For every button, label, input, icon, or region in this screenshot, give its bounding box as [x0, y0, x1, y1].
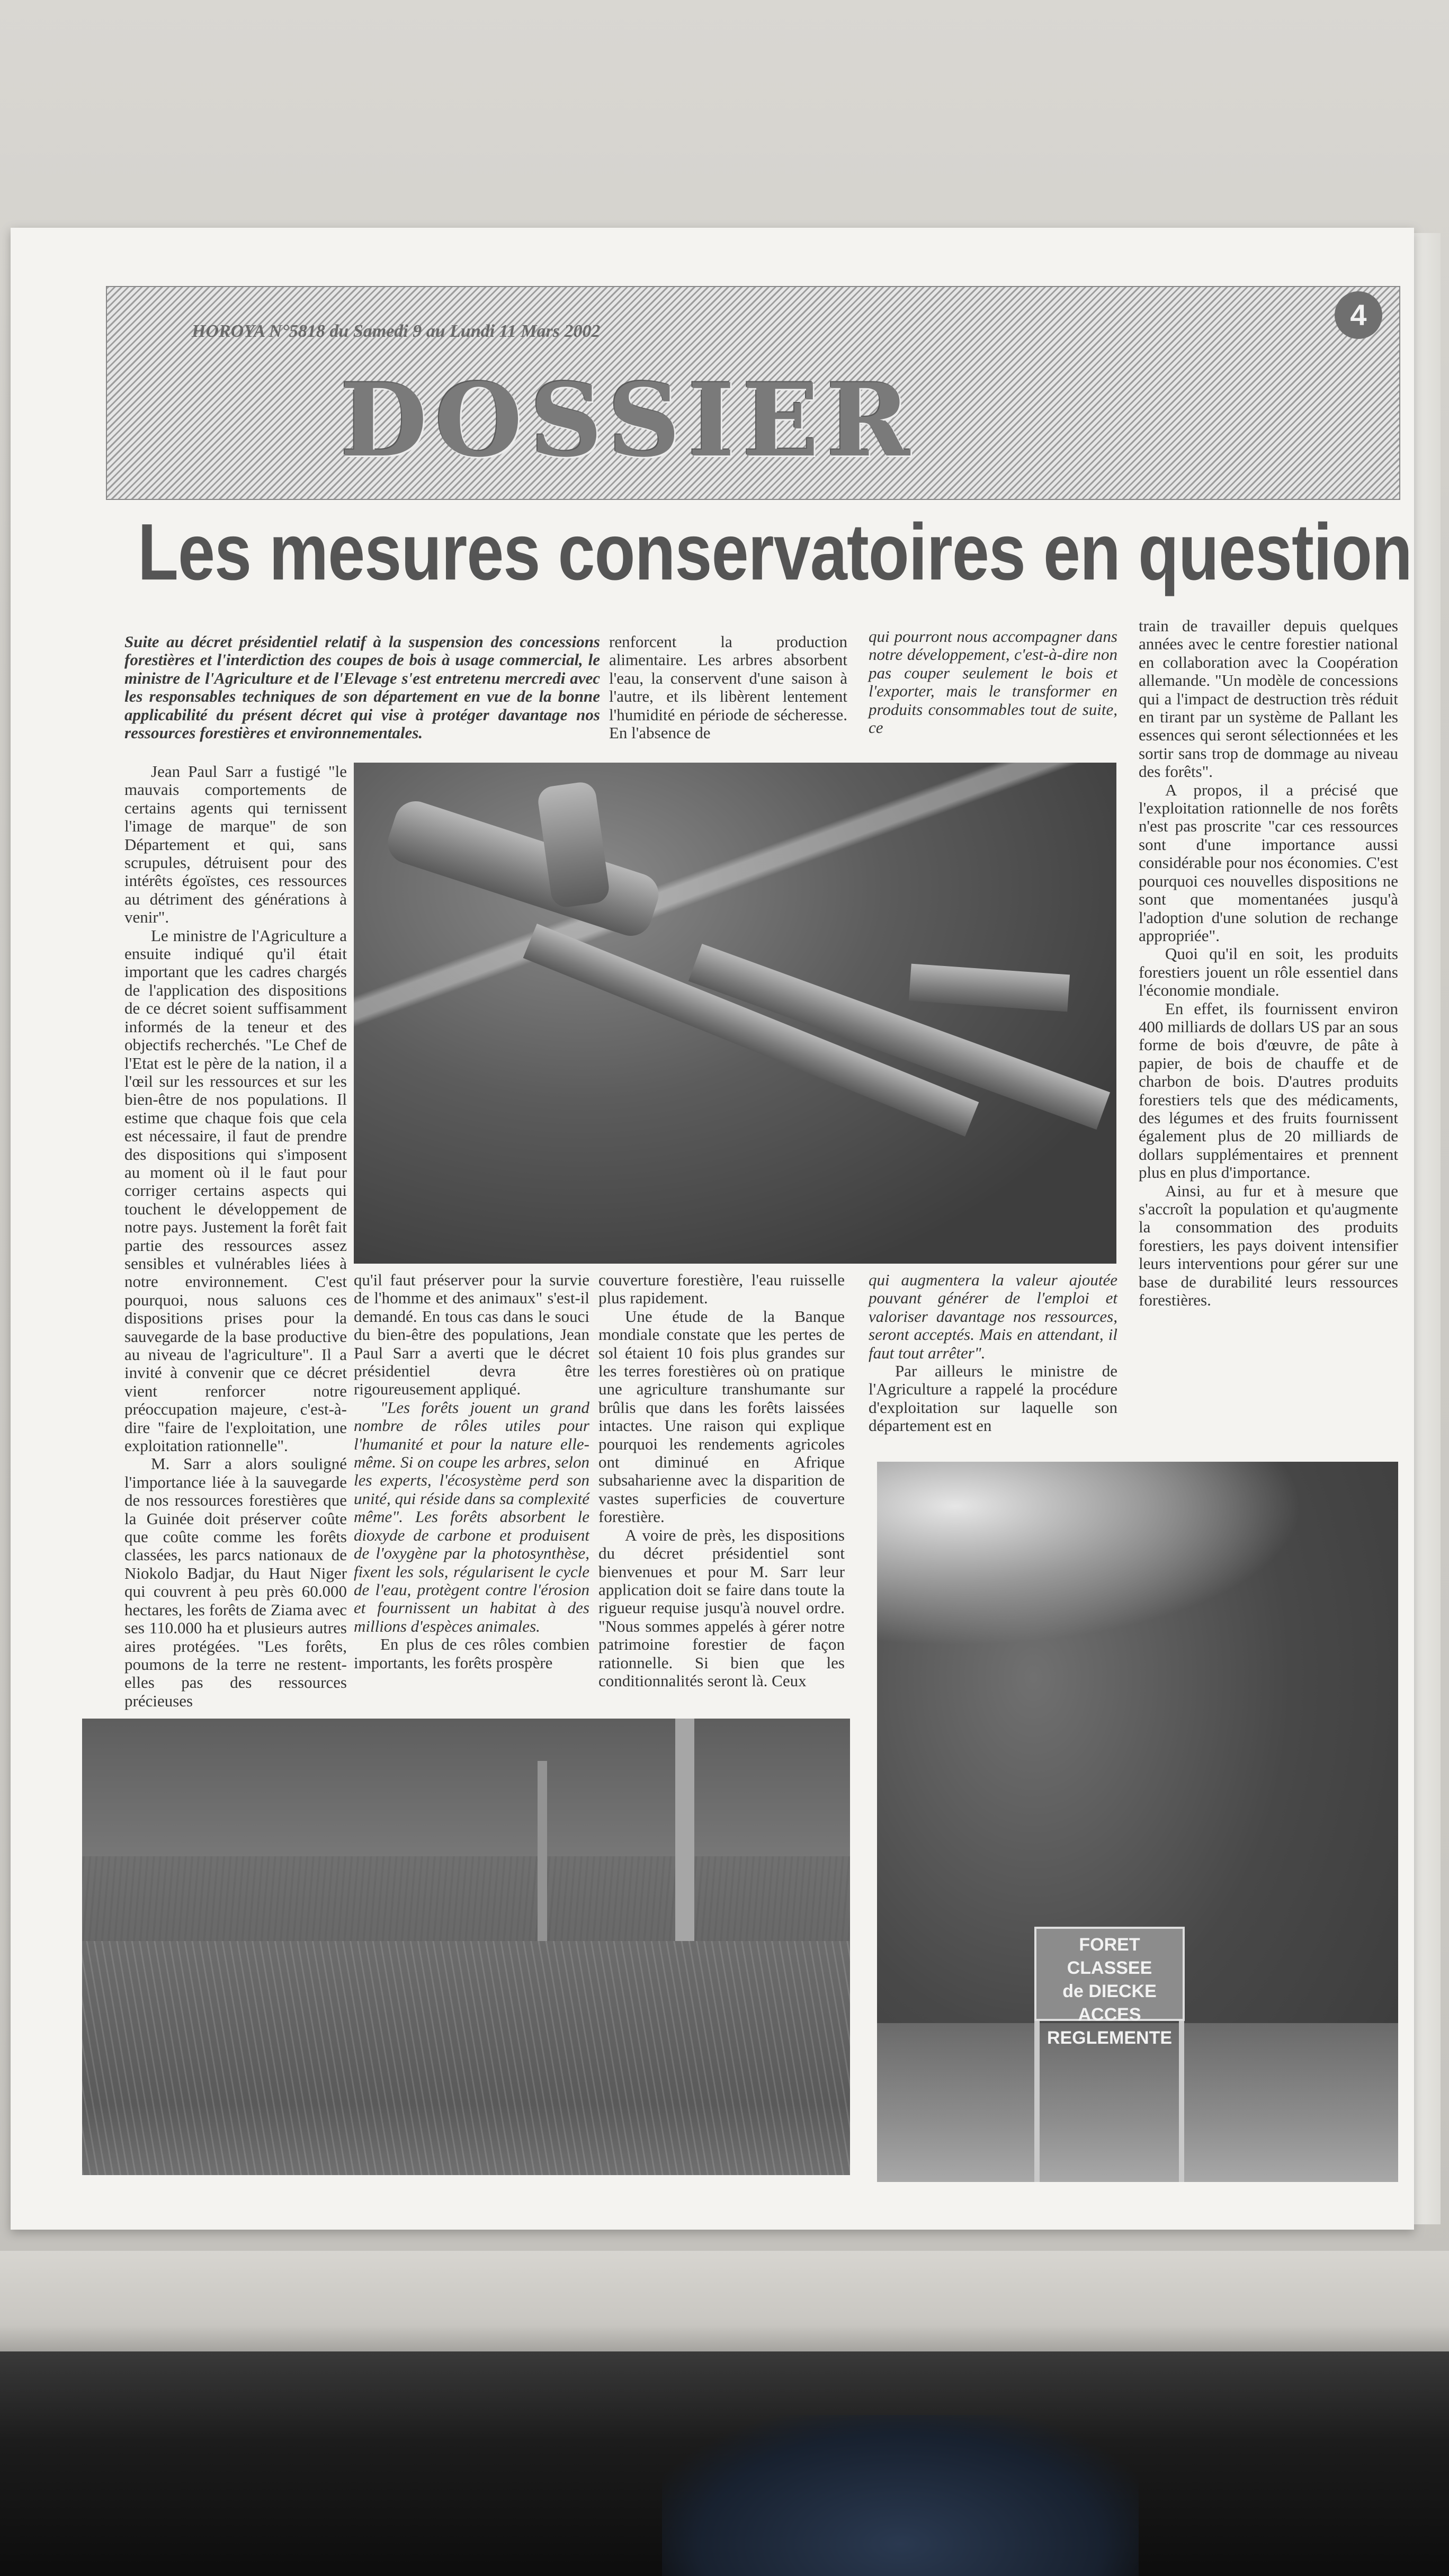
column-1	[124, 633, 600, 742]
paragraph: Quoi qu'il en soit, les produits forestiers jouent un rôle essentiel dans l'économie mondiale.	[1139, 944, 1398, 1000]
column-5	[1139, 617, 1398, 1309]
paragraph: En plus de ces rôles combien importants, les forêts prospère	[354, 1635, 589, 1672]
log-shape	[382, 796, 664, 942]
column-2-body	[354, 1271, 589, 1672]
forest-sign-board	[1034, 1927, 1185, 2048]
paragraph: Par ailleurs le ministre de l'Agriculture a rappelé la procédure d'exploitation sur laquelle son département est en	[869, 1362, 1117, 1435]
paragraph: couverture forestière, l'eau ruisselle plus rapidement.	[598, 1271, 845, 1308]
paper-underlay	[1414, 233, 1441, 2224]
shirt-background	[662, 2415, 1139, 2576]
sign-line: FORET CLASSEE	[1067, 1935, 1152, 1978]
paragraph: Jean Paul Sarr a fustigé "le mauvais comportements de certains agents qui ternissent l'image de marque" de son Département et qui, sans scrupules, détruisent pour des intérêts égoïstes, ces ressources au détriment des générations à venir".	[124, 762, 347, 927]
paragraph: qui augmentera la valeur ajoutée pouvant générer de l'emploi et valoriser davantage nos ressources, seront acceptés. Mais en attendant, il faut tout arrêter".	[869, 1271, 1117, 1362]
paragraph: renforcent la production alimentaire. Les arbres absorbent l'eau, la conservent d'une saison à l'autre, et ils libèrent lentement l'humidité en période de sécheresse. En l'absence de	[609, 632, 847, 743]
paragraph: Une étude de la Banque mondiale constate que les pertes de sol étaient 10 fois plus grandes sur les terres forestières où on pratique une agriculture transhumante sur brûlis que dans les forêts laissées intactes. Une raison qui explique pourquoi les rendements agricoles ont diminué en Afrique subsaharienne avec la disparition de vastes superficies de couverture forestière.	[598, 1307, 845, 1526]
sky-patch	[877, 1462, 1398, 1684]
paragraph: A propos, il a précisé que l'exploitation rationnelle de nos forêts n'est pas proscrite "car ces ressources sont d'une importance aussi considérable pour nos économies. C'est pourquoi ces nouvelles dispositions ne sont que momentanées jusqu'à l'adoption d'une solution de rechange appropriée".	[1139, 780, 1398, 945]
grass	[82, 1941, 850, 2175]
page-number-badge: 4	[1335, 291, 1382, 339]
paragraph: qui pourront nous accompagner dans notre développement, c'est-à-dire non pas couper seulement le bois et l'exporter, mais le transformer en produits consommables tout de suite, ce	[869, 627, 1117, 737]
tree-canopy	[82, 1719, 850, 1856]
paragraph: train de travailler depuis quelques années avec le centre forestier national en collaboration avec la Coopération allemande. "Un modèle de concessions qui a l'impact de destruction très réduit en tirant par un système de Pallant les essences qui seront sélectionnées et les sortir sans trop de dommage au niveau des forêts".	[1139, 616, 1398, 781]
photo-forest-sign	[877, 1462, 1398, 2182]
column-4-body	[869, 1271, 1117, 1435]
paragraph: qu'il faut préserver pour la survie de l'homme et des animaux" s'est-il demandé. En tous cas dans le souci du bien-être des populations, Jean Paul Sarr a averti que le décret présidentiel devra être rigoureusement appliqué.	[354, 1271, 589, 1399]
photo-felled-logs	[354, 763, 1116, 1264]
sign-line: ACCES REGLEMENTE	[1046, 2005, 1173, 2048]
tree-trunk	[538, 1761, 547, 1952]
paragraph: A voire de près, les dispositions du décret présidentiel sont bienvenues et pour M. Sarr leur application doit se faire dans toute la rigueur requise jusqu'à nouvel ordre. "Nous sommes appelés à gérer notre patrimoine forestier de façon rationnelle. Si bien que les conditionnalités seront là. Ceux	[598, 1525, 845, 1690]
column-1-body	[124, 763, 347, 1710]
section-banner	[106, 286, 1400, 500]
section-title: DOSSIER	[340, 361, 918, 479]
newspaper-page	[11, 228, 1414, 2230]
article-intro: Suite au décret présidentiel relatif à la suspension des concessions forestières et l'interdiction des coupes de bois à usage commercial, le ministre de l'Agriculture et de l'Elevage s'est entretenu mercredi avec les responsables techniques de son département en vue de la bonne applicabilité du présent décret qui vise à protéger davantage nos ressources forestières et environnementales.	[124, 632, 600, 743]
article-headline: Les mesures conservatoires en question	[138, 507, 1412, 597]
table-edge	[0, 2251, 1449, 2357]
column-3-body	[598, 1271, 845, 1690]
paragraph: "Les forêts jouent un grand nombre de rôles utiles pour l'humanité et pour la nature elle-même. Si on coupe les arbres, selon les experts, l'écosystème perd son unité, qui réside dans sa complexité même". Les forêts absorbent le dioxyde de carbone et produisent de l'oxygène par la photosynthèse, fixent les sols, régularisent le cycle de l'eau, protègent contre l'érosion et fournissent un habitat à des millions d'espèces animales.	[354, 1398, 589, 1635]
sign-line: de DIECKE	[1062, 1981, 1157, 2001]
paragraph: En effet, ils fournissent environ 400 milliards de dollars US par an sous forme de bois d'œuvre, de pâte à papier, de bois de chauffe et de charbon de bois. D'autres produits forestiers tels que des médicaments, des légumes et des fruits fournissent également plus de 20 milliards de dollars supplémentaires et prennent plus en plus d'importance.	[1139, 999, 1398, 1182]
issue-line: HOROYA N°5818 du Samedi 9 au Lundi 11 Mars 2002	[192, 321, 601, 341]
photo-forest-edge	[82, 1719, 850, 2175]
column-3-top	[869, 628, 1117, 737]
column-2-top	[609, 633, 847, 742]
paragraph: M. Sarr a alors souligné l'importance liée à la sauvegarde de nos ressources forestières que la Guinée doit préserver coûte que coûte comme les forêts classées, les parcs nationaux de Niokolo Badjar, du Haut Niger qui couvrent à peu près 60.000 hectares, les forêts de Ziama avec ses 110.000 ha et plusieurs autres aires protégées. "Les forêts, poumons de la terre ne restent-elles pas des ressources précieuses	[124, 1454, 347, 1710]
log-shape	[909, 964, 1070, 1012]
paragraph: Le ministre de l'Agriculture a ensuite indiqué qu'il était important que les cadres chargés de l'application des dispositions de ce décret soient suffisamment informés de la teneur et des objectifs recherchés. "Le Chef de l'Etat est le père de la nation, il a l'œil sur les ressources et sur les bien-être de nos populations. Il estime que chaque fois que cela est nécessaire, il faut de prendre des dispositions qui s'imposent au moment où il le faut pour corriger certains aspects qui touchent le développement de notre pays. Justement la forêt fait partie des ressources assez sensibles et vulnérables liées à notre environnement. C'est pourquoi, nous saluons ces dispositions prises pour la sauvegarde de la base productive au niveau de l'agriculture". Il a invité à convenir que ce décret vient renforcer notre préoccupation majeure, c'est-à-dire "faire de l'exploitation, une exploitation rationnelle".	[124, 926, 347, 1455]
tree-trunk	[675, 1719, 694, 1941]
paragraph: Ainsi, au fur et à mesure que s'accroît la population et qu'augmente la consommation des produits forestiers, les pays doivent intensifier leurs interventions pour gérer sur une base de durabilité leurs ressources forestières.	[1139, 1181, 1398, 1310]
